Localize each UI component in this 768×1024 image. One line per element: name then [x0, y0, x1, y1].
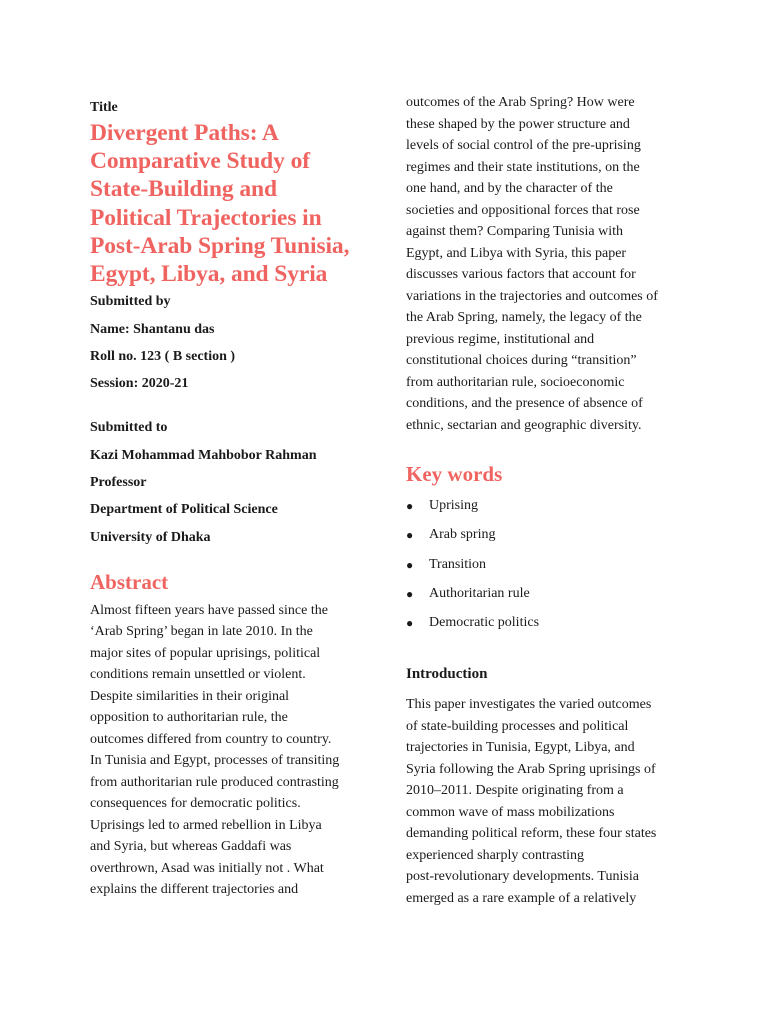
keywords-list [406, 496, 682, 633]
text-line: In Tunisia and Egypt, processes of transiting [90, 753, 340, 769]
abstract-text [90, 600, 362, 901]
text-line: overthrown, Asad was initially not . What [90, 860, 324, 876]
text-line: common wave of mass mobilizations [406, 804, 615, 820]
roll-number: Roll no. 123 ( B section ) [90, 348, 236, 364]
text-line: Egypt, and Libya with Syria, this paper [406, 245, 627, 261]
text-line: variations in the trajectories and outcomes of [406, 288, 658, 304]
text-line: these shaped by the power structure and [406, 116, 630, 132]
recipient-name: Kazi Mohammad Mahbobor Rahman [90, 447, 317, 463]
title-line: Post-Arab Spring Tunisia, [90, 232, 350, 259]
text-line: major sites of popular uprisings, political [90, 645, 321, 661]
text-line: 2010–2011. Despite originating from a [406, 783, 624, 799]
submitted-to-label: Submitted to [90, 420, 168, 436]
text-line: one hand, and by the character of the [406, 181, 613, 196]
text-line: Syria following the Arab Spring uprisings of [406, 761, 656, 777]
text-line: from authoritarian rule produced contrasting [90, 774, 339, 790]
list-item [406, 584, 682, 604]
keyword-text: Transition [429, 556, 487, 572]
department: Department of Political Science [90, 502, 278, 518]
introduction-text [406, 694, 682, 909]
text-line: levels of social control of the pre-uprising [406, 138, 641, 153]
title-line: Political Trajectories in [90, 204, 322, 231]
text-line: consequences for democratic politics. [90, 796, 301, 812]
keyword-text: Democratic politics [429, 615, 540, 631]
title-line: Egypt, Libya, and Syria [90, 261, 328, 288]
left-column [90, 97, 362, 901]
bullet-icon: ● [406, 528, 414, 543]
text-line: and Syria, but whereas Gaddafi was [90, 839, 292, 855]
session: Session: 2020-21 [90, 376, 189, 392]
text-line: This paper investigates the varied outcomes [406, 697, 652, 713]
text-line: conditions, and the presence of absence of [406, 396, 643, 411]
text-line: societies and oppositional forces that rose [406, 202, 640, 218]
right-column [406, 92, 682, 909]
abstract-continued [406, 92, 682, 436]
text-line: constitutional choices during “transition” [406, 353, 637, 368]
text-line: regimes and their state institutions, on the [406, 159, 640, 175]
title-line: Comparative Study of [90, 148, 310, 175]
title-line: State-Building and [90, 176, 277, 203]
recipient-position: Professor [90, 475, 147, 490]
text-line: explains the different trajectories and [90, 882, 299, 898]
text-line: of state-building processes and political [406, 718, 629, 734]
bullet-icon: ● [406, 586, 414, 601]
text-line: experienced sharply contrasting [406, 847, 585, 863]
text-line: opposition to authoritarian rule, the [90, 710, 288, 726]
submitted-by-label: Submitted by [90, 294, 171, 310]
text-line: outcomes differed from country to country. [90, 731, 332, 747]
text-line: outcomes of the Arab Spring? How were [406, 95, 635, 110]
list-item [406, 613, 682, 633]
list-item [406, 496, 682, 516]
bullet-icon: ● [406, 557, 414, 572]
text-line: ‘Arab Spring’ began in late 2010. In the [90, 624, 313, 640]
university: University of Dhaka [90, 529, 211, 545]
keyword-text: Arab spring [429, 527, 496, 543]
text-line: Almost fifteen years have passed since the [90, 602, 328, 618]
title-line: Divergent Paths: A [90, 120, 279, 146]
title-label: Title [90, 100, 118, 115]
text-line: from authoritarian rule, socioeconomic [406, 374, 625, 390]
text-line: the Arab Spring, namely, the legacy of the [406, 310, 642, 325]
text-line: previous regime, institutional and [406, 331, 595, 347]
text-line: ethnic, sectarian and geographic diversity. [406, 417, 642, 433]
bullet-icon: ● [406, 616, 414, 631]
text-line: emerged as a rare example of a relatively [406, 890, 637, 906]
text-line: against them? Comparing Tunisia with [406, 224, 623, 239]
text-line: Despite similarities in their original [90, 688, 290, 704]
list-item [406, 555, 682, 575]
keyword-text: Uprising [429, 498, 478, 513]
document-title [90, 119, 362, 288]
list-item [406, 525, 682, 545]
text-line: conditions remain unsettled or violent. [90, 667, 306, 683]
text-line: demanding political reform, these four states [406, 826, 657, 842]
author-name: Name: Shantanu das [90, 321, 215, 337]
text-line: Uprisings led to armed rebellion in Libya [90, 817, 322, 833]
keyword-text: Authoritarian rule [429, 585, 530, 601]
abstract-heading: Abstract [90, 569, 169, 594]
text-line: discusses various factors that account for [406, 267, 636, 282]
text-line: post-revolutionary developments. Tunisia [406, 869, 639, 885]
keywords-heading: Key words [406, 462, 503, 486]
bullet-icon: ● [406, 499, 414, 513]
text-line: trajectories in Tunisia, Egypt, Libya, and [406, 740, 635, 756]
introduction-heading: Introduction [406, 666, 488, 683]
